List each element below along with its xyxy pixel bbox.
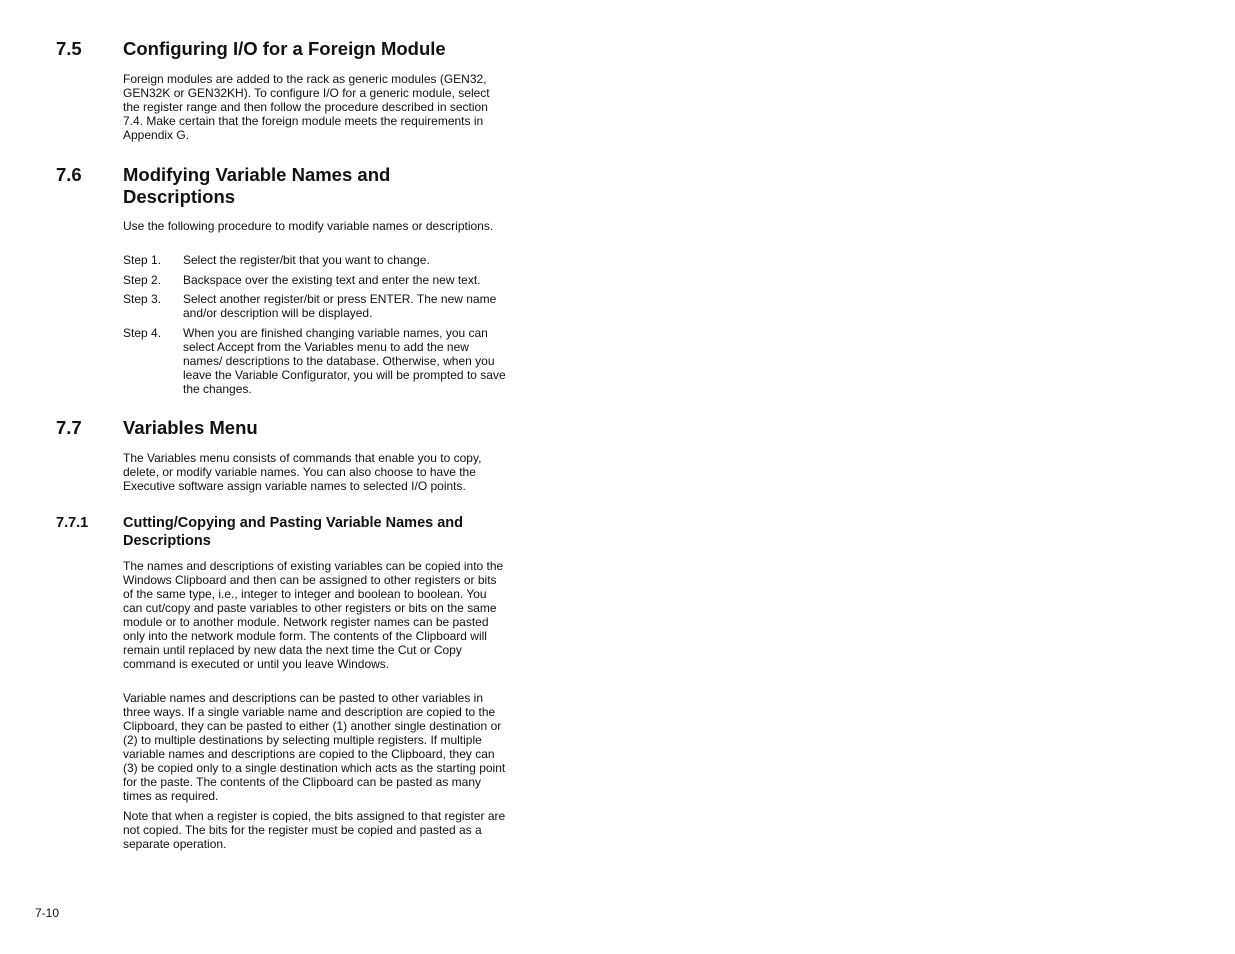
section-7-7-paragraph: The Variables menu consists of commands that enable you to copy, delete, or modify variable names. You can also choose to have the Executive software assign variable names to selected I/O points. [123,451,482,493]
step-text: Select the register/bit that you want to change. [183,253,430,267]
page-number: 7-10 [35,906,60,920]
step-text: Backspace over the existing text and enter the new text. [183,273,481,287]
step-label: Step 1. [123,253,162,267]
section-title: Variables Menu [123,417,258,438]
subsection-title: Cutting/Copying and Pasting Variable Names and Descriptions [123,515,463,549]
section-number: 7.6 [56,164,82,185]
section-number: 7.7 [56,417,82,438]
step-label: Step 2. [123,273,162,287]
section-7-7-1-paragraph: Note that when a register is copied, the bits assigned to that register are not copied. The bits for the register must be copied and pasted as a separate operation. [123,809,506,851]
step-label: Step 4. [123,326,162,340]
section-7-7-1-paragraph: Variable names and descriptions can be pasted to other variables in three ways. If a single variable name and description are copied to the Clipboard, they can be pasted to either (1) another single destination or (2) to multiple destinations by selecting multiple registers. If multiple variable names and descriptions are copied to the Clipboard, they can (3) be copied only to a single destination which acts as the starting point for the paste. The contents of the Clipboard can be pasted as many times as required. [123,691,506,803]
step-text: Select another register/bit or press ENTER. The new name and/or description will be displayed. [183,292,497,320]
section-7-5-paragraph: Foreign modules are added to the rack as generic modules (GEN32, GEN32K or GEN32KH). To configure I/O for a generic module, select the register range and then follow the procedure described in section 7.4. Make certain that the foreign module meets the requirements in Appendix G. [123,72,490,142]
section-7-6-intro: Use the following procedure to modify variable names or descriptions. [123,219,494,233]
section-number: 7.5 [56,38,82,59]
section-title: Configuring I/O for a Foreign Module [123,38,446,59]
section-title: Modifying Variable Names and Descriptions [123,164,391,207]
subsection-number: 7.7.1 [56,515,89,531]
section-7-7-1-paragraph: The names and descriptions of existing variables can be copied into the Windows Clipboard and then can be assigned to other registers or bits of the same type, i.e., integer to integer and boolean to boolean. You can cut/copy and paste variables to other registers or bits on the same module or to another module. Network register names can be pasted only into the network module form. The contents of the Clipboard will remain until replaced by new data the next time the Cut or Copy command is executed or until you leave Windows. [123,559,504,671]
step-text: When you are finished changing variable names, you can select Accept from the Variables menu to add the new names/ descriptions to the database. Otherwise, when you leave the Variable Configurator, you will be prompted to save the changes. [183,326,506,396]
step-label: Step 3. [123,292,162,306]
